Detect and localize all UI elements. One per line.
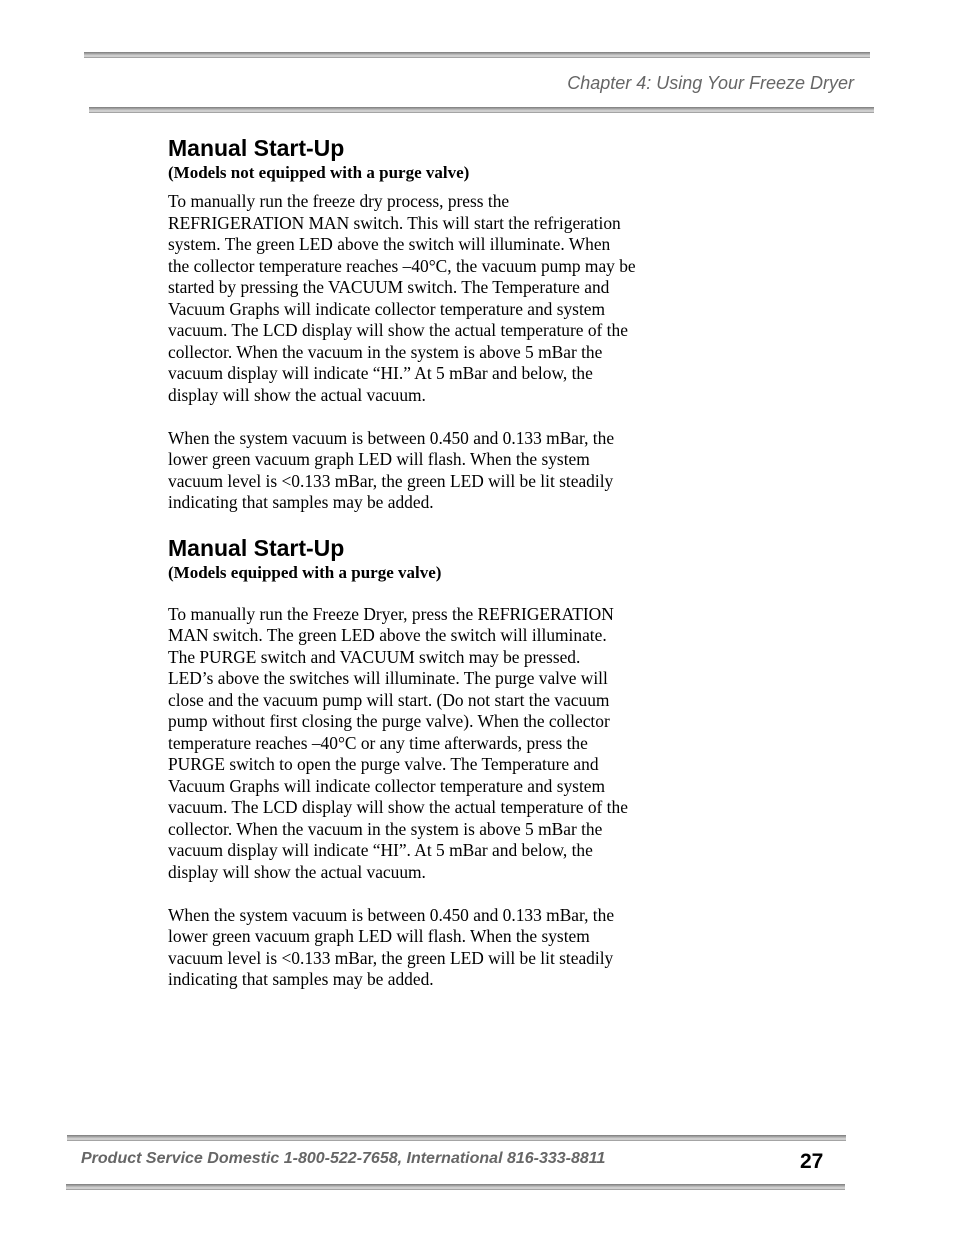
chapter-header: Chapter 4: Using Your Freeze Dryer — [567, 73, 854, 93]
header-rule-top — [84, 52, 870, 58]
header-rule-bottom — [89, 107, 874, 113]
paragraph: To manually run the freeze dry process, press the REFRIGERATION MAN switch. This will start the refrigeration system. The green LED above the switch will illuminate. When the collector temperature reaches –40°C, the vacuum pump may be started by pressing the VACUUM switch. The Temperature and Vacuum Graphs will indicate collector temperature and system vacuum. The LCD display will show the actual temperature of the collector. When the vacuum in the system is above 5 mBar the vacuum display will indicate “HI.” At 5 mBar and below, the display will show the actual vacuum. — [168, 191, 636, 405]
section-title: Manual Start-Up — [168, 135, 345, 161]
footer-contact: Product Service Domestic 1-800-522-7658, International 816-333-8811 — [81, 1150, 606, 1167]
paragraph: To manually run the Freeze Dryer, press the REFRIGERATION MAN switch. The green LED above the switch will illuminate. The PURGE switch and VACUUM switch may be pressed. LED’s above the switches will illuminate. The purge valve will close and the vacuum pump will start. (Do not start the vacuum pump without first closing the purge valve). When the collector temperature reaches –40°C or any time afterwards, press the PURGE switch to open the purge valve. The Temperature and Vacuum Graphs will indicate collector temperature and system vacuum. The LCD display will show the actual temperature of the collector. When the vacuum in the system is above 5 mBar the vacuum display will indicate “HI”. At 5 mBar and below, the display will show the actual vacuum. — [168, 603, 628, 882]
section-subtitle: (Models not equipped with a purge valve) — [168, 163, 470, 182]
paragraph: When the system vacuum is between 0.450 and 0.133 mBar, the lower green vacuum graph LED will flash. When the system vacuum level is <0.133 mBar, the green LED will be lit steadily indicating that samples may be added. — [168, 904, 615, 989]
section-manual-startup-no-purge — [168, 134, 688, 514]
page-number: 27 — [800, 1150, 824, 1173]
footer-rule-bottom — [66, 1184, 845, 1190]
section-subtitle: (Models equipped with a purge valve) — [168, 562, 442, 582]
section-manual-startup-purge — [168, 534, 688, 991]
footer-rule-top — [67, 1135, 846, 1141]
paragraph: When the system vacuum is between 0.450 and 0.133 mBar, the lower green vacuum graph LED will flash. When the system vacuum level is <0.133 mBar, the green LED will be lit steadily indicating that samples may be added. — [168, 427, 615, 512]
page-content — [168, 134, 688, 991]
section-title: Manual Start-Up — [168, 534, 345, 561]
